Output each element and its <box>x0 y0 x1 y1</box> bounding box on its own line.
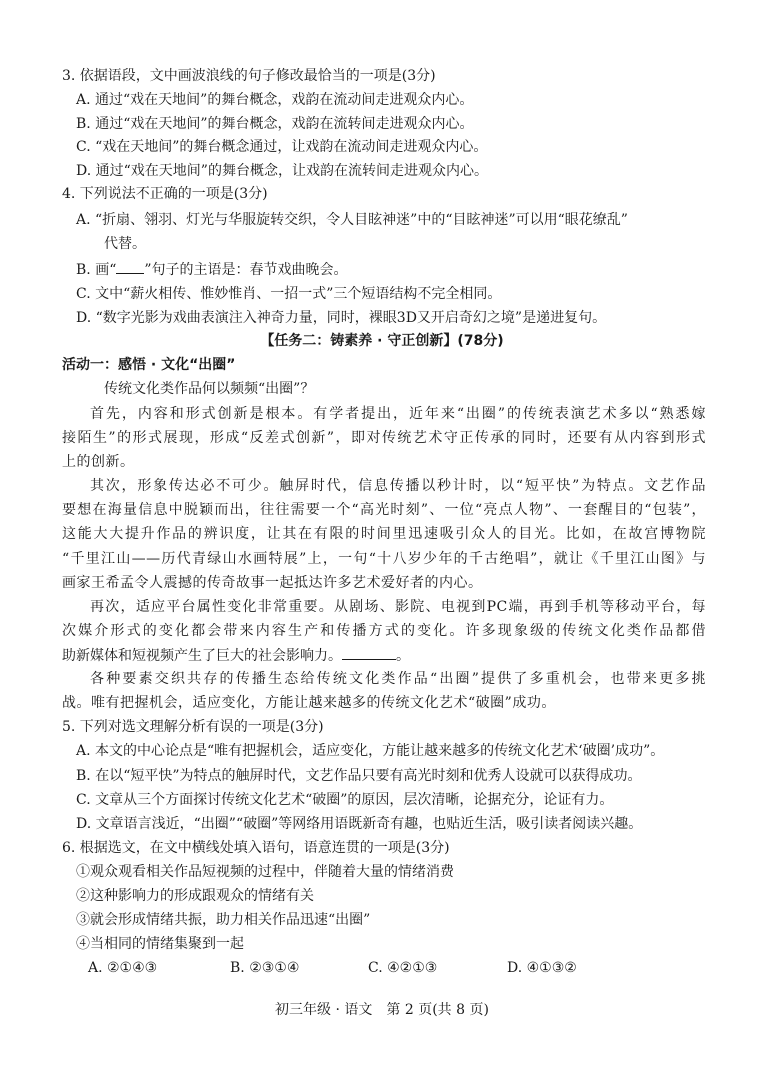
essay-p4-line2: 战。唯有把握机会，适应变化，方能让越来越多的传统文化艺术“破圈”成功。 <box>62 695 556 711</box>
q3-option-b: B. 通过“戏在天地间”的舞台概念，戏韵在流转间走进观众内心。 <box>76 116 474 132</box>
q6-sentence-1: ①观众观看相关作品短视频的过程中，伴随着大量的情绪消费 <box>76 864 454 880</box>
q4-option-a-line2: 代替。 <box>104 236 146 252</box>
essay-p2-line3: 这能大大提升作品的辨识度，让其在有限的时间里迅速吸引众人的目光。比如，在故宫博物院 <box>62 526 706 542</box>
q4-option-b-suffix: ”句子的主语是：春节戏曲晚会。 <box>144 262 348 278</box>
page-footer: 初三年级 · 语文 第 2 页(共 8 页) <box>275 1002 489 1018</box>
q6-sentence-2: ②这种影响力的形成跟观众的情绪有关 <box>76 888 314 904</box>
essay-p2-line4: “千里江山——历代青绿山水画特展”上，一句“十八岁少年的千古绝唱”，就让《千里江山图》与 <box>62 551 706 567</box>
q5-stem: 5. 下列对选文理解分析有误的一项是(3分) <box>62 719 324 735</box>
essay-p2-line2: 要想在海量信息中脱颖而出，往往需要一个“高光时刻”、一位“亮点人物”、一套醒目的“包装”， <box>62 502 706 518</box>
q6-choice-d: D. ④①③② <box>507 960 577 976</box>
essay-p2-line1: 其次，形象传达必不可少。触屏时代，信息传播以秒计时，以“短平快”为特点。文艺作品 <box>90 478 706 494</box>
q4-stem: 4. 下列说法不正确的一项是(3分) <box>62 186 268 202</box>
q4-option-b <box>76 259 348 280</box>
q4-option-c: C. 文中“薪火相传、惟妙惟肖、一招一式”三个短语结构不完全相同。 <box>76 286 502 302</box>
essay-p3-line3 <box>62 645 410 666</box>
essay-p3-line2: 次媒介形式的变化都会带来内容生产和传播方式的变化。许多现象级的传统文化类作品都借 <box>62 623 706 639</box>
q6-choice-c: C. ④②①③ <box>368 960 438 976</box>
q6-sentence-3: ③就会形成情绪共振，助力相关作品迅速“出圈” <box>76 912 371 928</box>
essay-p2-line5: 画家王希孟令人震撼的传奇故事一起抵达许多艺术爱好者的内心。 <box>62 575 483 591</box>
underline-blank <box>116 259 144 274</box>
essay-p3-line3-text: 助新媒体和短视频产生了巨大的社会影响力。 <box>62 648 342 664</box>
q3-option-c: C. “戏在天地间”的舞台概念通过，让戏韵在流动间走进观众内心。 <box>76 139 488 155</box>
q6-stem: 6. 根据选文，在文中横线处填入语句，语意连贯的一项是(3分) <box>62 840 450 856</box>
essay-p1-line2: 接陌生”的形式展现，形成“反差式创新”，即对传统艺术守正传承的同时，还要有从内容到形式 <box>62 430 706 446</box>
essay-p3-line1: 再次，适应平台属性变化非常重要。从剧场、影院、电视到PC端，再到手机等移动平台，每 <box>90 599 706 615</box>
task2-heading: 【任务二：铸素养 · 守正创新】(78分) <box>260 333 504 349</box>
q3-option-d: D. 通过“戏在天地间”的舞台概念，让戏韵在流转间走进观众内心。 <box>76 163 488 179</box>
essay-p3-line3-end: 。 <box>396 648 410 664</box>
q3-option-a: A. 通过“戏在天地间”的舞台概念，戏韵在流动间走进观众内心。 <box>76 92 474 108</box>
essay-p1-line1: 首先，内容和形式创新是根本。有学者提出，近年来“出圈”的传统表演艺术多以“熟悉嫁 <box>90 406 706 422</box>
q4-option-d: D. “数字光影为戏曲表演注入神奇力量，同时，裸眼3D又开启奇幻之境”是递进复句。 <box>76 310 607 326</box>
essay-p4-line1: 各种要素交织共存的传播生态给传统文化类作品“出圈”提供了多重机会，也带来更多挑 <box>90 671 706 687</box>
q5-option-b: B. 在以“短平快”为特点的触屏时代，文艺作品只要有高光时刻和优秀人设就可以获得成功。 <box>76 768 642 784</box>
q6-choice-a: A. ②①④③ <box>88 960 158 976</box>
q6-sentence-4: ④当相同的情绪集聚到一起 <box>76 936 244 952</box>
essay-title: 传统文化类作品何以频频“出圈”？ <box>104 381 315 397</box>
essay-p1-line3: 上的创新。 <box>62 454 135 470</box>
q3-stem: 3. 依据语段，文中画波浪线的句子修改最恰当的一项是(3分) <box>62 68 436 84</box>
q5-option-d: D. 文章语言浅近，“出圈”“破圈”等网络用语既新奇有趣，也贴近生活，吸引读者阅读兴趣。 <box>76 816 643 832</box>
q4-option-a-line1: A. “折扇、翎羽、灯光与华服旋转交织，令人目眩神迷”中的“目眩神迷”可以用“眼花缭乱” <box>76 212 628 228</box>
q5-option-c: C. 文章从三个方面探讨传统文化艺术“破圈”的原因，层次清晰，论据充分，论证有力。 <box>76 792 614 808</box>
activity1-heading: 活动一：感悟 · 文化“出圈” <box>62 357 236 373</box>
q4-option-b-prefix: B. 画“ <box>76 262 117 278</box>
q5-option-a: A. 本文的中心论点是“唯有把握机会，适应变化，方能让越来越多的传统文化艺术‘破圈’成功”。 <box>76 743 665 759</box>
fill-in-blank <box>342 645 396 660</box>
q6-choice-b: B. ②③①④ <box>230 960 300 976</box>
